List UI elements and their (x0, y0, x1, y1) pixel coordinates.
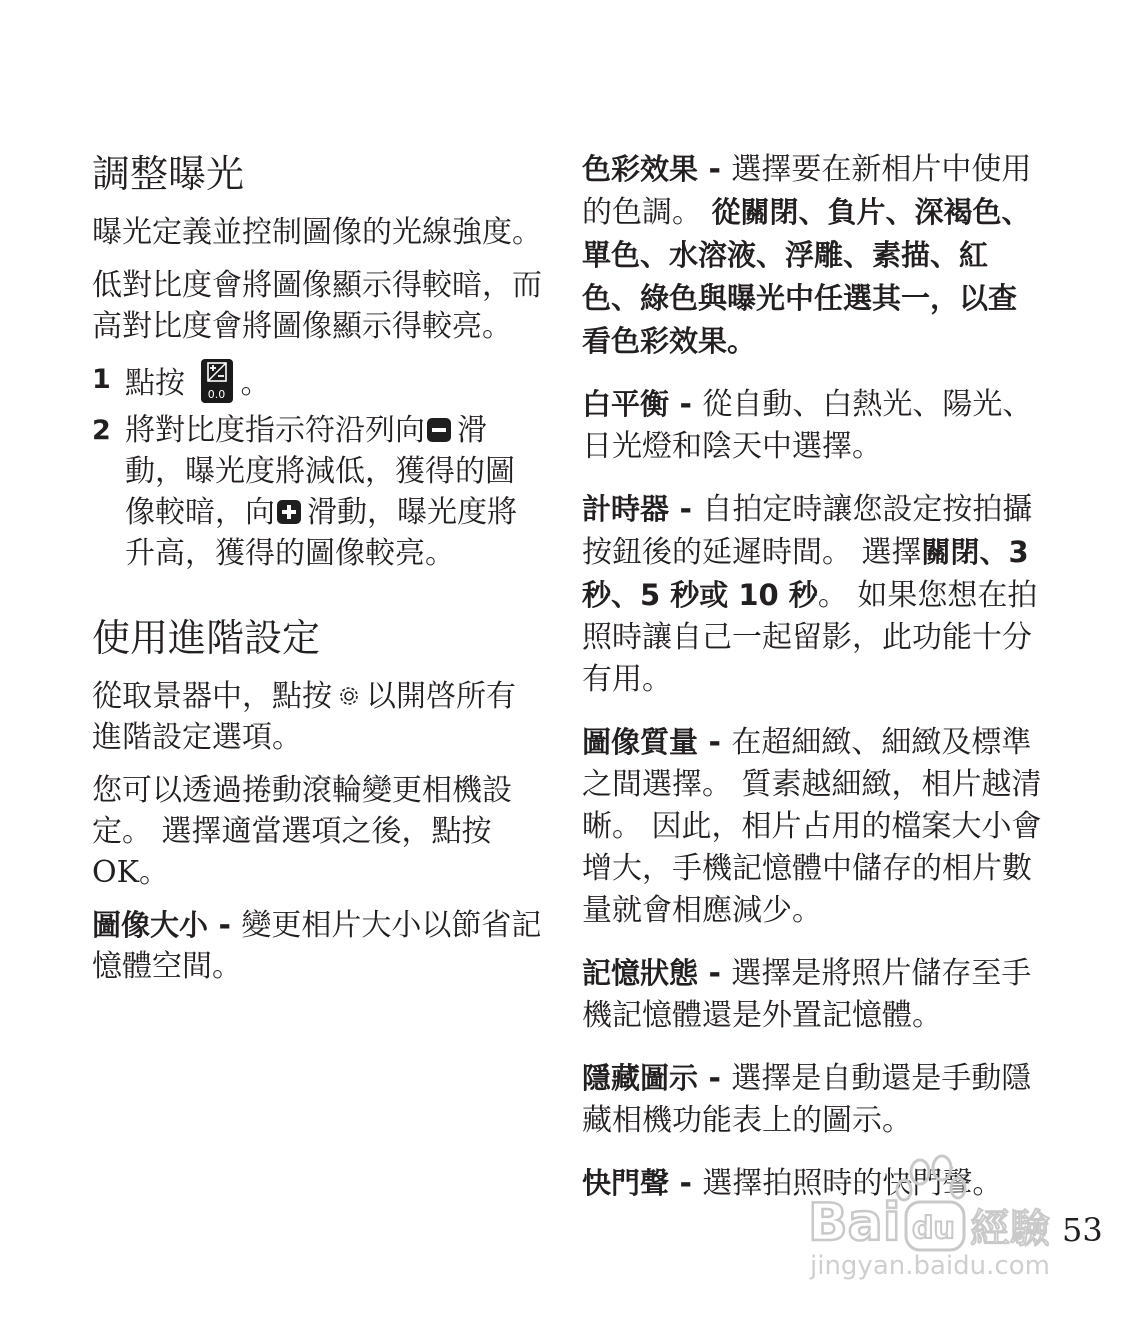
svg-text:Bai: Bai (808, 1193, 901, 1253)
step-1 (92, 359, 544, 404)
settings-gear-icon (336, 683, 362, 709)
color-effect-item: 色彩效果 - 選擇要在新相片中使用的色調。 從關閉、負片、深褐色、單色、水溶液、浮雕、素描、紅色、綠色與曝光中任選其一，以查看色彩效果。 (582, 152, 1032, 358)
shutter-sound-item: 快門聲 - 選擇拍照時的快門聲。 (582, 1166, 1003, 1201)
exposure-plus-minus-glyph (207, 362, 227, 382)
timer-item: 計時器 - 自拍定時讓您設定按拍攝按鈕後的延遲時間。 選擇關閉、3 秒、5 秒或 10 秒。 如果您想在拍照時讓自己一起留影，此功能十分有用。 (582, 492, 1038, 697)
left-column (92, 148, 544, 999)
timer-options: 關閉、3 秒、5 秒或 10 秒 (582, 535, 1029, 612)
hide-icons-item: 隱藏圖示 - 選擇是自動還是手動隱藏相機功能表上的圖示。 (582, 1061, 1032, 1138)
image-size-item: 圖像大小 - 變更相片大小以節省記憶體空間。 (92, 908, 542, 984)
exposure-value: 0.0 (207, 388, 226, 401)
heading-adjust-exposure: 調整曝光 (92, 152, 245, 196)
term-hide-icons: 隱藏圖示 (582, 1061, 699, 1095)
color-effect-options: 從關閉、負片、深褐色、單色、水溶液、浮雕、素描、紅色、綠色與曝光中任選其一，以查看色彩效果。 (582, 195, 1031, 358)
heading-advanced-settings: 使用進階設定 (92, 616, 321, 660)
watermark-url: jingyan.baidu.com (810, 1251, 1050, 1281)
scroll-wheel-description: 您可以透過捲動滾輪變更相機設定。 選擇適當選項之後，點按 OK。 (92, 773, 512, 890)
step-text: 將對比度指示符沿列向 (125, 413, 425, 448)
contrast-description: 低對比度會將圖像顯示得較暗，而高對比度會將圖像顯示得較亮。 (92, 268, 542, 344)
plus-icon (277, 500, 301, 524)
svg-text:du: du (912, 1211, 955, 1246)
step-text: 滑動，曝光度將減低，獲得的圖像較暗，向 (125, 413, 515, 530)
term-shutter-sound: 快門聲 (582, 1166, 670, 1200)
minus-icon (427, 418, 451, 442)
right-column (582, 148, 1042, 1225)
page-number: 53 (1062, 1211, 1103, 1249)
step-number: 1 (92, 364, 111, 395)
white-balance-item: 白平衡 - 從自動、白熱光、陽光、日光燈和陰天中選擇。 (582, 387, 1033, 464)
step-text: 點按 (125, 366, 185, 401)
term-memory-status: 記憶狀態 (582, 956, 699, 990)
step-2 (92, 410, 544, 574)
term-color-effect: 色彩效果 (582, 152, 699, 186)
exposure-definition: 曝光定義並控制圖像的光線強度。 (92, 215, 542, 250)
exposure-icon (201, 359, 233, 403)
memory-status-item: 記憶狀態 - 選擇是將照片儲存至手機記憶體還是外置記憶體。 (582, 956, 1032, 1033)
step-text-end: 。 (240, 366, 271, 401)
baidu-watermark-logo (800, 1150, 1070, 1290)
term-timer: 計時器 (582, 492, 670, 526)
step-number: 2 (92, 415, 111, 446)
term-white-balance: 白平衡 (582, 387, 670, 421)
step-text: 滑動，曝光度將升高，獲得的圖像較亮。 (125, 495, 517, 571)
svg-text:經驗: 經驗 (970, 1206, 1050, 1252)
term-image-size: 圖像大小 (92, 908, 209, 942)
term-image-quality: 圖像質量 (582, 725, 699, 759)
image-quality-item: 圖像質量 - 在超細緻、細緻及標準之間選擇。 質素越細緻，相片越清晰。 因此，相片占用的檔案大小會增大，手機記憶體中儲存的相片數量就會相應減少。 (582, 725, 1042, 928)
advanced-settings-intro: 從取景器中，點按 以開啓所有進階設定選項。 (92, 679, 516, 755)
